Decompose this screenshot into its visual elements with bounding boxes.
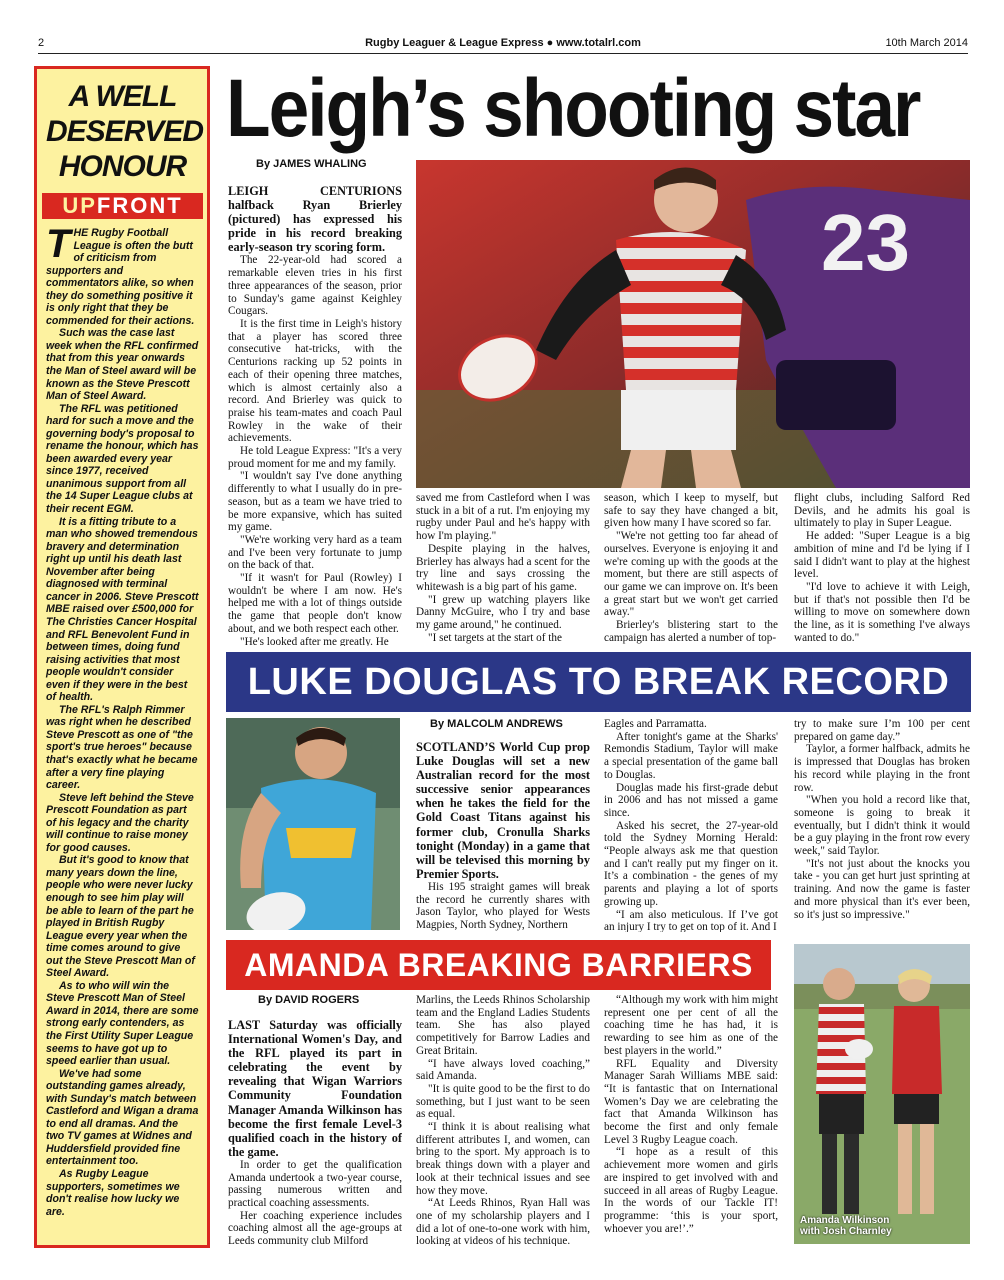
article-column [416, 492, 590, 644]
article-paragraph: "If it wasn't for Paul (Rowley) I wouldn't be where I am now. He's helped me with a lot of things outside the game that people don't know about, and we both respect each other. [228, 572, 402, 635]
sidebar-paragraph: Such was the case last week when the RFL confirmed that from this year onwards the Man of Steel award will be known as the Steve Prescott Man of Steel Award. [46, 327, 199, 403]
article-paragraph: "It's not just about the knocks you take - you can get hurt just sprinting at training. And now the game is faster and more physical than it's ever been, so it's just so impressive." [794, 857, 970, 921]
upfront-sidebar [34, 66, 210, 1248]
article-paragraph: “I hope as a result of this achievement more women and girls are inspired to get involved with and succeed in all areas of Rugby League. In the words of our Tackle IT! programme: ‘this is your sport, whoever you are!’.” [604, 1146, 778, 1235]
article-column [794, 718, 970, 932]
sidebar-paragraph: But it's good to know that many years down the line, people who were never lucky enough to see him play will be able to learn of the part he played in British Rugby League every year when the time comes around to give out the Steve Prescott Man of Steel Award. [46, 854, 195, 980]
sidebar-paragraph: The RFL was petitioned hard for such a move and the governing body's proposal to rename the honour, which has been awarded every year since 1977, received unanimous support from all the 14 Super League clubs at their recent EGM. [46, 402, 199, 516]
article-paragraph: "I'd love to achieve it with Leigh, but if that's not possible then I'd be willing to move on somewhere down the line, as it is something I've always wanted to do." [794, 580, 970, 644]
article-paragraph: Asked his secret, the 27-year-old told the Sydney Morning Herald: “People always ask me that question and I can't really put my finger on it. It’s a combination - the genes of my parents and playing a lot of sports growing up. [604, 819, 778, 908]
sidebar-paragraph: Steve left behind the Steve Prescott Foundation as part of his legacy and the charity will continue to raise money for good causes. [46, 791, 194, 854]
caption-line: Amanda Wilkinson [800, 1215, 890, 1226]
article-paragraph: He added: "Super League is a big ambition of mine and I'd be lying if I said I didn't want to play at the highest level. [794, 530, 970, 581]
publication-name: Rugby Leaguer & League Express ● www.totalrl.com [365, 37, 641, 49]
article-column [604, 994, 778, 1246]
brierley-photo-illustration [416, 160, 970, 488]
sidebar-title-line: DESERVED [46, 115, 204, 148]
article-paragraph: “At Leeds Rhinos, Ryan Hall was one of my scholarship players and I did a lot of one-to-one work with him, looking at videos of his technique. [416, 1197, 590, 1246]
douglas-photo-illustration [226, 718, 400, 930]
sidebar-paragraph: It is a fitting tribute to a man who showed tremendous bravery and determination right up until his death last November after being diagnosed with terminal cancer in 2006. Steve Prescott MBE raised over £500,000 for The Christies Cancer Hospital and RFL Benevolent Fund in between times, doing fund raising activities that most people wouldn't consider even if they were in the best of health. [46, 515, 199, 704]
article-paragraph: try to make sure I’m 100 per cent prepared on game day.” [794, 718, 970, 743]
article-column [228, 1018, 402, 1246]
article-column [416, 740, 590, 932]
article-paragraph: flight clubs, including Salford Red Devils, and he admits his goal is ultimately to play in Super League. [794, 492, 970, 530]
sidebar-paragraph: We've had some outstanding games already, with Sunday's match between Castleford and Wigan a drama to end all dramas. And the two TV games at Widnes and Huddersfield provided fine entertainment too. [46, 1067, 199, 1168]
sidebar-title [46, 79, 204, 184]
article-paragraph: It is the first time in Leigh's history that a player has scored three consecutive hat-tricks, with the Centurions racking up 52 points in each of their opening three matches, which is almost certainly also a record. And Brierley was quick to praise his team-mates and coach Paul Rowley in the wake of their achievements. [228, 317, 402, 445]
sidebar-title-line: A WELL [68, 80, 177, 113]
article-paragraph: His 195 straight games will break the record he currently shares with Jason Taylor, who played for Wests Magpies, North Sydney, Northern [416, 880, 590, 932]
issue-date: 10th March 2014 [885, 37, 968, 49]
article-paragraph: RFL Equality and Diversity Manager Sarah Williams MBE said: “It is fantastic that on International Women’s Day we are celebrating the fact that Amanda Wilkinson has become the first and only female Level 3 Rugby League coach. [604, 1057, 778, 1146]
article-lead: SCOTLAND’S World Cup prop Luke Douglas will set a new Australian record for the most successive senior appearances when he takes the field for the Gold Coast Titans against his former club, Cronulla Sharks tonight (Monday) in a game that will be televised this morning by Premier Sports. [416, 740, 590, 881]
article-paragraph: “I am also meticulous. If I’ve got an injury I try to get on top of it. And I [604, 908, 778, 932]
article-paragraph: Eagles and Parramatta. [604, 718, 707, 730]
byline: By JAMES WHALING [256, 158, 367, 170]
article-paragraph: Taylor, a former halfback, admits he is impressed that Douglas has broken his record while playing in the front row. [794, 743, 970, 794]
article-paragraph: The 22-year-old had scored a remarkable eleven tries in his first three appearances of the season, prior to Sunday's game against Keighley Cougars. [228, 254, 402, 318]
main-headline: Leigh’s shooting star [226, 63, 920, 155]
douglas-headline-banner: LUKE DOUGLAS TO BREAK RECORD [226, 652, 971, 712]
article-column [416, 994, 590, 1246]
article-paragraph: "I grew up watching players like Danny McGuire, who I try and base my game around," he continued. [416, 593, 590, 632]
amanda-photo-illustration [794, 944, 970, 1244]
upfront-tag-front: FRONT [96, 193, 183, 218]
douglas-photo [226, 718, 400, 930]
article-paragraph: "I wouldn't say I've done anything differently to what I usually do in pre-season, but as a team we have tried to be more expansive, which has suited my game. [228, 470, 402, 534]
article-paragraph: "We're not getting too far ahead of ourselves. Everyone is enjoying it and we're coming up with the goods at the moment, but there are still aspects of our game we can improve on. It's been a great start but we won't get carried away." [604, 530, 778, 619]
article-lead: LAST Saturday was officially International Women's Day, and the RFL played its part in celebrating the event by revealing that Wigan Warriors Community Foundation Manager Amanda Wilkinson has become the first female Level-3 qualified coach in the history of the game. [228, 1018, 402, 1159]
article-paragraph: In order to get the qualification Amanda undertook a two-year course, passing numerous written and practical coaching assessments. [228, 1158, 402, 1210]
article-paragraph: "I set targets at the start of the [428, 631, 562, 644]
sidebar-body [46, 222, 199, 1218]
article-paragraph: Marlins, the Leeds Rhinos Scholarship team and the England Ladies Students team. She has also played competitively for Barrow Ladies and Great Britain. [416, 994, 590, 1057]
article-paragraph: After tonight's game at the Sharks' Remondis Stadium, Taylor will make a special presentation of the game ball to Douglas. [604, 730, 778, 781]
amanda-headline-banner: AMANDA BREAKING BARRIERS [226, 940, 771, 990]
sidebar-paragraph: As to who will win the Steve Prescott Man of Steel Award in 2014, there are some strong early contenders, as the First Utility Super League seems to have got up to speed earlier than usual. [46, 979, 199, 1068]
brierley-photo [416, 160, 970, 488]
upfront-tag-up: UP [62, 193, 97, 218]
sidebar-paragraph: The RFL's Ralph Rimmer was right when he described Steve Prescott as one of "the sport's true heroes" because that's exactly what he became after a very fine playing career. [46, 703, 198, 792]
upfront-tag [42, 193, 203, 219]
article-paragraph: season, which I keep to myself, but safe to say they have changed a bit, given how many I have scored so far. [604, 492, 778, 530]
page-number: 2 [38, 37, 45, 49]
article-paragraph: Her coaching experience includes coaching almost all the age-groups at Leeds community club Milford [228, 1209, 402, 1246]
article-paragraph: "We're working very hard as a team and I've been very fortunate to jump on the back of that. [228, 533, 402, 572]
caption-line: with Josh Charnley [800, 1226, 892, 1237]
article-paragraph: "When you hold a record like that, someone is going to break it eventually, but I didn't think it would be a guy playing in the front row every week," said Taylor. [794, 794, 970, 858]
article-paragraph: “Although my work with him might represent one per cent of all the coaching time he has had, it is rewarding to see him as one of the best players in the world.” [604, 994, 778, 1057]
sidebar-paragraph: THE Rugby Football League is often the butt of criticism from supporters and commentators alike, so when they do something positive it is only right that they be commended for their actions. [46, 222, 195, 327]
byline: By MALCOLM ANDREWS [430, 718, 563, 730]
article-column [604, 492, 778, 644]
article-paragraph: “I think it is about realising what different attributes I, and women, can bring to the sport. My approach is to break things down with a player and look at their technical issues and see how they move. [416, 1121, 590, 1197]
article-paragraph: “I have always loved coaching,” said Amanda. [416, 1057, 590, 1083]
drop-cap: T [46, 222, 71, 266]
article-column [228, 184, 402, 646]
sidebar-paragraph: As Rugby League supporters, sometimes we don't realise how lucky we are. [46, 1168, 180, 1218]
photo-caption [800, 1215, 892, 1237]
article-paragraph: Despite playing in the halves, Brierley has always had a scent for the try line and says crossing the whitewash is a big part of his game. [416, 542, 590, 593]
article-lead: LEIGH CENTURIONS halfback Ryan Brierley (pictured) has expressed his pride in his record breaking early-season try scoring form. [228, 184, 402, 255]
article-paragraph: "He's looked after me greatly. He [240, 635, 389, 646]
page-header [38, 36, 968, 54]
article-paragraph: "It is quite good to be the first to do something, but I just want to be seen as equal. [416, 1082, 590, 1121]
sidebar-title-line: HONOUR [58, 150, 187, 183]
article-column [794, 492, 970, 644]
article-paragraph: Brierley's blistering start to the campaign has alerted a number of top- [604, 619, 778, 644]
jersey-number: 23 [821, 198, 910, 287]
article-column [604, 718, 778, 932]
article-paragraph: saved me from Castleford when I was stuck in a bit of a rut. I'm enjoying my rugby under Paul and he's happy with how I'm playing." [416, 492, 590, 543]
article-paragraph: He told League Express: "It's a very proud moment for me and my family. [228, 445, 402, 470]
amanda-photo [794, 944, 970, 1244]
byline: By DAVID ROGERS [258, 994, 360, 1006]
article-paragraph: Douglas made his first-grade debut in 2006 and has not missed a game since. [604, 781, 778, 819]
